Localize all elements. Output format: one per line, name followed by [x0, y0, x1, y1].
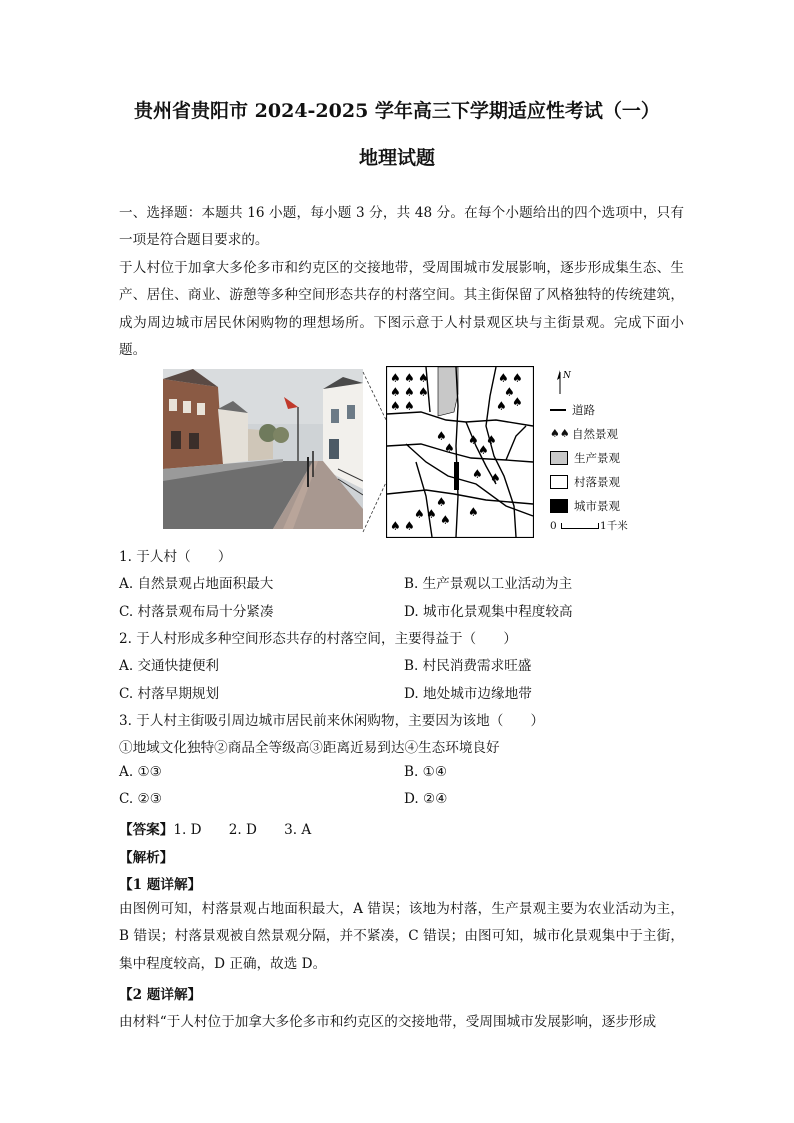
svg-text:♠: ♠ [390, 385, 401, 399]
question-3-option-c: C. ②③ [119, 791, 162, 807]
exam-title: 贵州省贵阳市 2024-2025 学年高三下学期适应性考试（一） [134, 100, 660, 122]
legend-urban: 城市景观 [550, 498, 620, 514]
svg-text:♠: ♠ [390, 519, 401, 533]
question-2-option-d: D. 地处城市边缘地带 [404, 686, 532, 702]
svg-text:♠: ♠ [390, 371, 401, 385]
svg-text:♠: ♠ [414, 507, 425, 521]
svg-text:♠: ♠ [472, 467, 483, 481]
svg-text:♠: ♠ [426, 507, 437, 521]
svg-text:N: N [563, 371, 571, 381]
svg-text:♠: ♠ [512, 395, 523, 409]
question-1-option-c: C. 村落景观布局十分紧凑 [119, 604, 274, 620]
svg-text:♠: ♠ [496, 399, 507, 413]
question-2-stem: 2. 于人村形成多种空间形态共存的村落空间，主要得益于（ ） [119, 631, 517, 647]
answer-text: 1. D 2. D 3. A [173, 822, 312, 838]
svg-text:♠: ♠ [504, 385, 515, 399]
svg-text:♠: ♠ [512, 371, 523, 385]
svg-text:♠: ♠ [418, 371, 429, 385]
question-2-option-b: B. 村民消费需求旺盛 [404, 658, 532, 674]
legend-production: 生产景观 [550, 450, 620, 466]
section-instruction: 一、选择题：本题共 16 小题，每小题 3 分，共 48 分。在每个小题给出的四个选项中，只有一项是符合题目要求的。 [119, 205, 684, 249]
question-3-option-b: B. ①④ [404, 764, 448, 780]
answer-line [119, 818, 311, 838]
question-3-option-a: A. ①③ [119, 764, 162, 780]
question-1-option-b: B. 生产景观以工业活动为主 [404, 576, 573, 592]
question-1-option-a: A. 自然景观占地面积最大 [119, 576, 274, 592]
north-arrow-icon [552, 368, 574, 396]
svg-text:♠: ♠ [468, 505, 479, 519]
question-2-option-c: C. 村落早期规划 [119, 686, 220, 702]
exam-subtitle: 地理试题 [358, 147, 435, 169]
question-3-stem: 3. 于人村主街吸引周边城市居民前来休闲购物，主要因为该地（ ） [119, 713, 545, 729]
production-swatch [550, 451, 568, 465]
main-street-photo [163, 369, 363, 529]
svg-text:♠: ♠ [404, 385, 415, 399]
svg-text:♠: ♠ [436, 429, 447, 443]
svg-text:♠: ♠ [486, 433, 497, 447]
analysis-q1-text: 由图例可知，村落景观占地面积最大，A 错误；该地为村落，生产景观主要为农业活动为主，B 错误；村落景观被自然景观分隔，并不紧凑，C 错误；由图可知，城市化景观集中于主街，集中程度较高，D 正确，故选 D。 [119, 901, 684, 972]
question-1-stem: 1. 于人村（ ） [119, 549, 232, 565]
question-2-option-a: A. 交通快捷便利 [119, 658, 220, 674]
svg-text:♠: ♠ [404, 519, 415, 533]
question-3-statements: ①地域文化独特②商品全等级高③距离近易到达④生态环境良好 [119, 740, 500, 756]
svg-text:♠: ♠ [418, 385, 429, 399]
svg-text:♠: ♠ [404, 399, 415, 413]
urban-swatch [550, 499, 568, 513]
question-1-option-d: D. 城市化景观集中程度较高 [404, 604, 573, 620]
svg-text:♠: ♠ [444, 441, 455, 455]
scale-bar: 0 1千米 [550, 520, 628, 532]
analysis-q1-label: 【1 题详解】 [119, 877, 202, 893]
village-swatch [550, 475, 568, 489]
svg-text:♠: ♠ [468, 433, 479, 447]
answer-label: 【答案】 [119, 822, 174, 838]
legend-natural: ♠♠ 自然景观 [550, 427, 618, 441]
landscape-map [386, 366, 534, 538]
road-line-icon [550, 409, 566, 411]
svg-text:♠: ♠ [440, 513, 451, 527]
question-3-option-d: D. ②④ [404, 791, 448, 807]
legend-village: 村落景观 [550, 474, 620, 490]
svg-text:♠: ♠ [478, 443, 489, 457]
svg-text:♠: ♠ [498, 371, 509, 385]
map-legend [546, 366, 646, 538]
question-material: 于人村位于加拿大多伦多市和约克区的交接地带，受周围城市发展影响，逐步形成集生态、生产、居住、商业、游憩等多种空间形态共存的村落空间。其主街保留了风格独特的传统建筑，成为周边城市居民休闲购物的理想场所。下图示意于人村景观区块与主街景观。完成下面小题。 [119, 260, 684, 358]
svg-text:♠: ♠ [390, 399, 401, 413]
analysis-q2-label: 【2 题详解】 [119, 987, 202, 1003]
analysis-q2-text: 由材料“于人村位于加拿大多伦多市和约克区的交接地带，受周围城市发展影响，逐步形成 [119, 1014, 657, 1030]
legend-road: 道路 [550, 402, 595, 418]
tree-icon: ♠♠ [550, 427, 570, 440]
figure [163, 366, 643, 538]
svg-text:♠: ♠ [404, 371, 415, 385]
svg-text:♠: ♠ [436, 495, 447, 509]
analysis-label: 【解析】 [119, 850, 174, 866]
svg-text:♠: ♠ [490, 471, 501, 485]
